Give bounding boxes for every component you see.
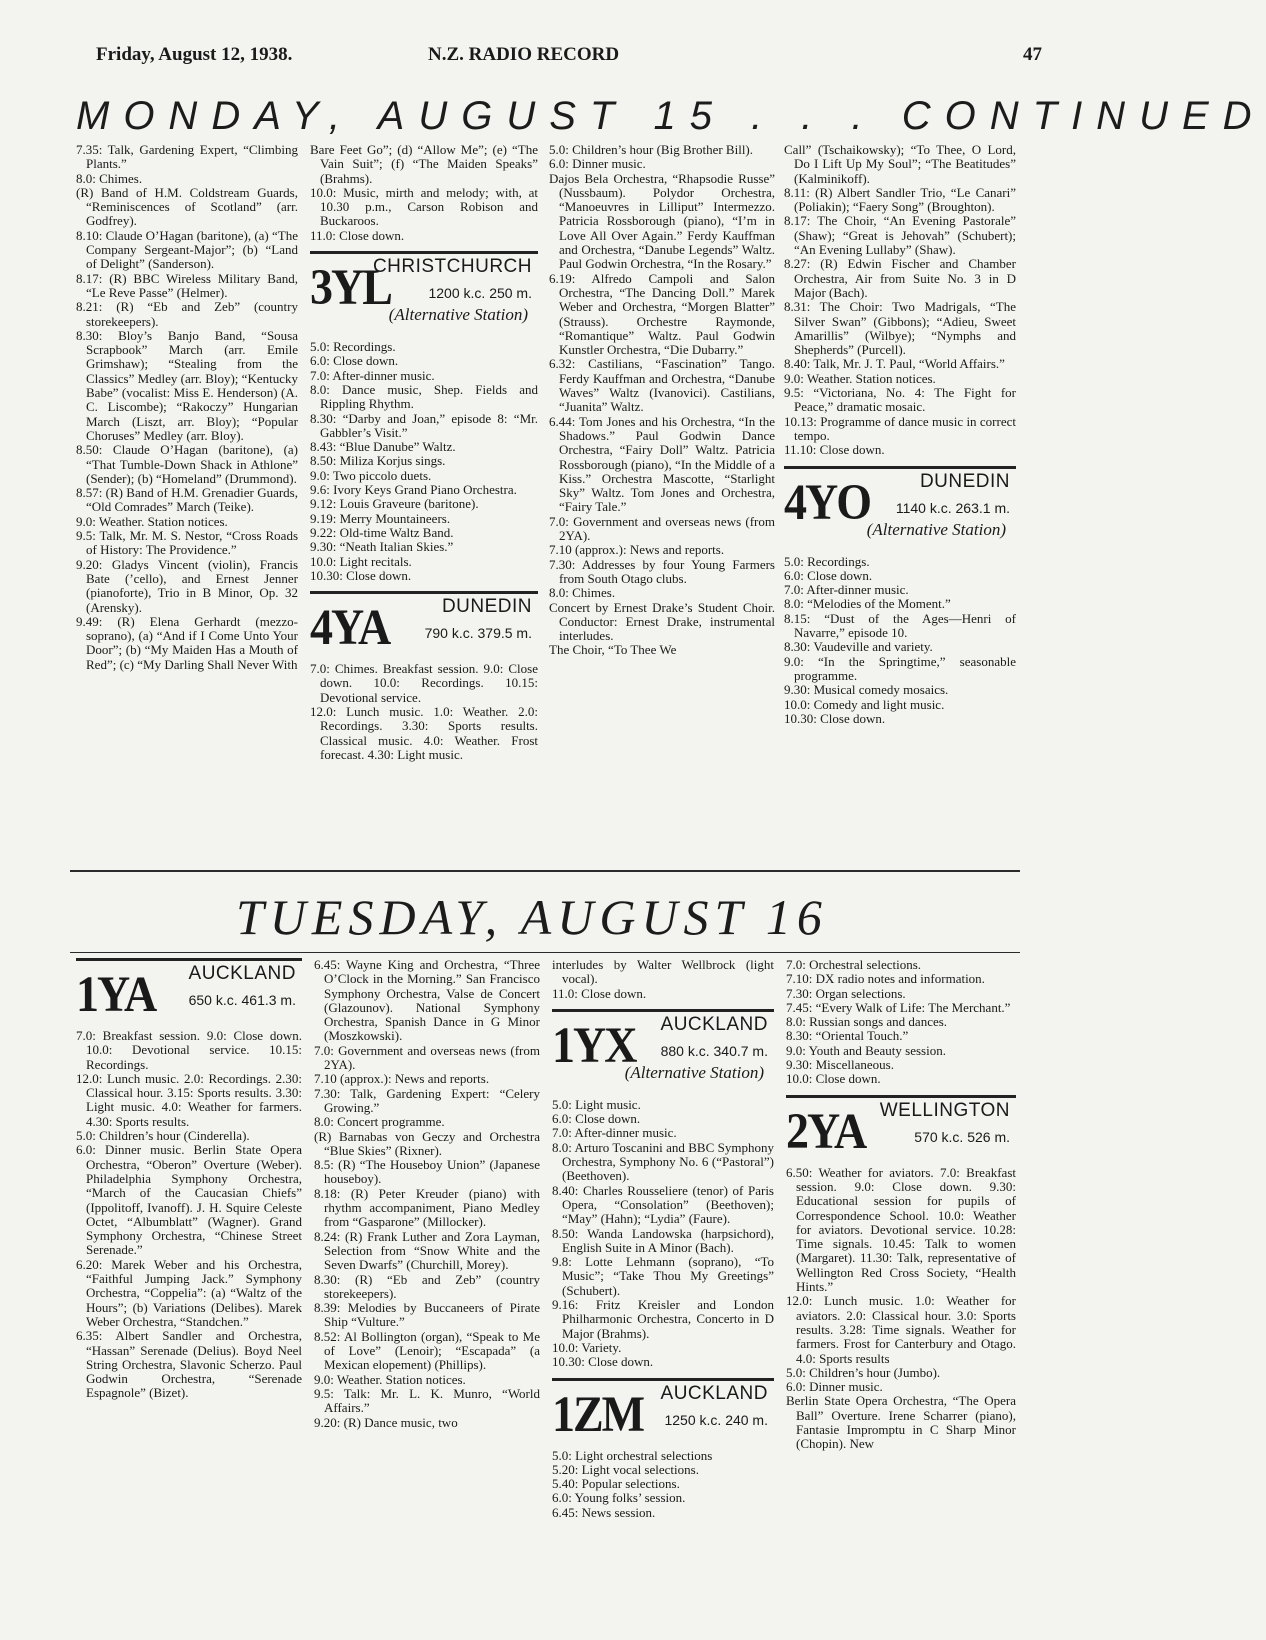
station-city: DUNEDIN (919, 470, 1010, 492)
tuesday-col-3-top (552, 958, 774, 1001)
station-frequency: 650 k.c. 461.3 m. (188, 992, 296, 1008)
station-3yl-programme (310, 340, 538, 583)
programme-entry: 8.21: (R) “Eb and Zeb” (country storekeepers). (76, 299, 298, 329)
programme-entry: 8.17: The Choir, “An Evening Pastorale” (Shaw); “Great is Jehovah” (Schubert); “An Evening Lullaby” (Shaw). (784, 213, 1016, 258)
programme-entry: 5.40: Popular selections. (552, 1476, 680, 1492)
monday-col-2 (310, 143, 538, 762)
station-frequency: 1200 k.c. 250 m. (428, 285, 532, 302)
programme-entry: 6.0: Dinner music. Berlin State Opera Orchestra, “Oberon” Overture (Weber). Philadelphia Symphony Orchestra, “March of the Caucasian Chiefs” (Ippolitoff, Ivanoff). J. H. Squire Celeste Octet, “Albumblatt” (Wagner). Grand Symphony Orchestra, “Chinese Street Serenade.” (76, 1142, 302, 1258)
station-frequency: 1250 k.c. 240 m. (664, 1411, 768, 1428)
programme-entry: 9.49: (R) Elena Gerhardt (mezzo-soprano), (a) “And if I Come Unto Your Door”; (b) “My Maiden Has a Mouth of Red”; (c) “My Darling Shall Never With (76, 613, 298, 672)
programme-entry: 11.0: Close down. (310, 227, 405, 243)
station-city: AUCKLAND (660, 1382, 768, 1404)
station-4yo-programme (784, 555, 1016, 727)
programme-entry: 9.16: Fritz Kreisler and London Philharmonic Orchestra, Concerto in D Major (Brahms). (552, 1297, 774, 1341)
issue-date: Friday, August 12, 1938. (96, 44, 293, 65)
programme-entry: 9.12: Louis Graveure (baritone). (310, 496, 479, 512)
programme-entry: 5.0: Light orchestral selections (552, 1447, 713, 1463)
programme-entry: 8.11: (R) Albert Sandler Trio, “Le Canari” (Poliakin); “Faery Song” (Broughton). (784, 184, 1016, 215)
station-alternative: (Alternative Station) (624, 1062, 764, 1082)
programme-entry: 8.57: (R) Band of H.M. Grenadier Guards, “Old Comrades” March (Teike). (76, 485, 298, 515)
monday-col-1 (76, 143, 298, 672)
programme-entry: 7.10 (approx.): News and reports. (314, 1071, 490, 1087)
programme-entry: 7.30: Addresses by four Young Farmers from South Otago clubs. (549, 556, 775, 586)
programme-entry: 9.0: “In the Springtime,” seasonable programme. (784, 653, 1016, 683)
station-callsign: 2YA (786, 1102, 866, 1159)
station-frequency: 1140 k.c. 263.1 m. (895, 499, 1010, 516)
programme-entry: 8.0: Chimes. (76, 170, 143, 186)
station-callsign: 4YA (310, 598, 390, 655)
page-number: 47 (1023, 44, 1042, 65)
programme-entry: The Choir, “To Thee We (549, 642, 677, 658)
programme-entry: 8.40: Talk, Mr. J. T. Paul, “World Affairs.” (784, 356, 1005, 372)
programme-entry: 5.0: Children’s hour (Big Brother Bill). (549, 142, 754, 157)
programme-entry: 7.10 (approx.): News and reports. (549, 542, 725, 558)
programme-entry: 9.5: “Victoriana, No. 4: The Fight for Peace,” dramatic mosaic. (784, 385, 1016, 415)
programme-entry: 8.30: Vaudeville and variety. (784, 639, 933, 655)
programme-entry: 8.30: (R) “Eb and Zeb” (country storekeepers). (314, 1271, 540, 1301)
programme-entry: 12.0: Lunch music. 2.0: Recordings. 2.30: Classical hour. 3.15: Sports results. 3.30: Light music. 4.0: Weather for farmers. 4.30: Sports results. (76, 1070, 302, 1129)
programme-entry: 9.20: (R) Dance music, two (314, 1414, 458, 1430)
programme-entry: Dajos Bela Orchestra, “Rhapsodie Russe” (Nussbaum). Polydor Orchestra, “Manoeuvres in Lilliput” Intermezzo. Patricia Rossborough (piano), “I’m in Love All Over Again.” Ferdy Kauffman and Orchestra, “Danube Legends” Waltz. Paul Godwin Orchestra, “In the Rosary.” (549, 170, 775, 272)
programme-entry: 10.0: Variety. (552, 1339, 622, 1355)
tuesday-col-1 (76, 958, 302, 1401)
programme-entry: 7.0: After-dinner music. (784, 582, 909, 598)
programme-entry: 8.0: Concert programme. (314, 1114, 445, 1130)
programme-entry: 11.0: Close down. (552, 985, 647, 1001)
programme-entry: 8.50: Wanda Landowska (harpsichord), English Suite in A Minor (Bach). (552, 1225, 774, 1255)
programme-entry: 8.15: “Dust of the Ages—Henri of Navarre,” episode 10. (784, 610, 1016, 641)
programme-entry: 8.0: “Melodies of the Moment.” (784, 596, 951, 612)
programme-entry: 6.32: Castilians, “Fascination” Tango. Ferdy Kauffman and Orchestra, “Danube Waves” Waltz (Ivanovici). Castilians, “Juanita” Waltz. (549, 356, 775, 415)
programme-entry: 11.10: Close down. (784, 442, 885, 458)
programme-entry: 6.50: Weather for aviators. 7.0: Breakfast session. 9.0: Close down. 9.30: Educational session for pupils of Correspondence School. 10.0: Weather for aviators. Devotional service. 10.28: Time signals. 10.45: Talk to women (Margaret). 11.30: Talk, representative of Wellington Red Cross Society, “Health Hints.” (786, 1164, 1016, 1295)
programme-entry: 6.0: Young folks’ session. (552, 1490, 686, 1506)
programme-entry: 7.10: DX radio notes and information. (786, 971, 985, 987)
programme-entry: 8.50: Claude O’Hagan (baritone), (a) “That Tumble-Down Shack in Athlone” (Sender); (b) “Homeland” (Drummond). (76, 442, 298, 486)
station-1yx (552, 1009, 774, 1090)
station-callsign: 1YA (76, 965, 156, 1022)
station-2ya-programme (786, 1166, 1016, 1452)
station-alternative: (Alternative Station) (866, 519, 1006, 539)
station-callsign: 3YL (310, 258, 391, 315)
programme-entry: 8.39: Melodies by Buccaneers of Pirate Ship “Vulture.” (314, 1300, 540, 1330)
programme-entry: 6.0: Dinner music. (549, 156, 646, 172)
station-callsign: 4YO (784, 473, 870, 530)
programme-entry: 6.44: Tom Jones and his Orchestra, “In the Shadows.” Paul Godwin Dance Orchestra, “Fairy Doll” Waltz. Patricia Rossborough (piano), “In the Middle of a Kiss.” Orchestra Mascotte, “Starlight Sky” Waltz. Tom Jones and Orchestra, “Fairy Tale.” (549, 413, 775, 515)
programme-entry: Berlin State Opera Orchestra, “The Opera Ball” Overture. Irene Scharrer (piano), Fantasie Impromptu in C Sharp Minor (Chopin). New (786, 1393, 1016, 1452)
programme-entry: 6.0: Dinner music. (786, 1379, 883, 1395)
programme-entry: 8.10: Claude O’Hagan (baritone), (a) “The Company Sergeant-Major”; (b) “Land of Delight” (Sanderson). (76, 227, 298, 272)
programme-entry: 6.20: Marek Weber and his Orchestra, “Faithful Jumping Jack.” Symphony Orchestra, “Coppelia”: (a) “Waltz of the Hours”; (b) Variations (Delibes). Marek Weber Orchestra, “Standchen.” (76, 1256, 302, 1329)
programme-entry: 6.0: Close down. (784, 567, 873, 583)
programme-entry: 9.0: Two piccolo duets. (310, 467, 432, 483)
programme-entry: 7.0: After-dinner music. (310, 367, 435, 383)
programme-entry: 8.50: Miliza Korjus sings. (310, 453, 446, 469)
programme-entry: 10.30: Close down. (310, 567, 412, 583)
programme-entry: 9.0: Youth and Beauty session. (786, 1042, 946, 1058)
programme-entry: 8.27: (R) Edwin Fischer and Chamber Orchestra, Air from Suite No. 3 in D Major (Bach). (784, 256, 1016, 300)
station-city: DUNEDIN (441, 596, 532, 618)
programme-entry: 10.0: Music, mirth and melody; with, at 10.30 p.m., Carson Robison and Buckaroos. (310, 184, 538, 229)
programme-entry: 5.0: Children’s hour (Cinderella). (76, 1128, 250, 1144)
programme-entry: 9.0: Weather. Station notices. (76, 513, 228, 529)
programme-entry: 12.0: Lunch music. 1.0: Weather for aviators. 2.0: Classical hour. 3.0: Sports results. 3.28: Time signals. Weather for farmers. Frost for Canterbury and Otago. 4.0: Sports results (786, 1293, 1016, 1366)
programme-entry: 8.17: (R) BBC Wireless Military Band, “Le Reve Passe” (Helmer). (76, 270, 298, 300)
programme-entry: 8.18: (R) Peter Kreuder (piano) with rhythm accompaniment, Piano Medley from “Gasparone” (Millocker). (314, 1185, 540, 1230)
programme-entry: 9.19: Merry Mountaineers. (310, 510, 451, 526)
programme-entry: 8.30: “Oriental Touch.” (786, 1028, 909, 1044)
monday-col-2-top (310, 143, 538, 243)
programme-entry: 9.30: Miscellaneous. (786, 1057, 894, 1073)
programme-entry: 9.20: Gladys Vincent (violin), Francis Bate (’cello), and Ernest Jenner (pianoforte), Trio in B Minor, Op. 32 (Arensky). (76, 556, 298, 615)
monday-col-4 (784, 143, 1016, 726)
station-1zm (552, 1378, 774, 1441)
tuesday-col-3 (552, 958, 774, 1520)
station-city: CHRISTCHURCH (372, 256, 532, 278)
programme-entry: 8.5: (R) “The Houseboy Union” (Japanese houseboy). (314, 1157, 540, 1187)
programme-entry: 5.20: Light vocal selections. (552, 1461, 699, 1477)
programme-entry: 5.0: Children’s hour (Jumbo). (786, 1364, 941, 1380)
programme-entry: 8.40: Charles Rousseliere (tenor) of Paris Opera, “Consolation” (Beethoven); “May” (Hahn); “Lydia” (Faure). (552, 1182, 774, 1227)
programme-entry: 7.0: Orchestral selections. (786, 957, 922, 972)
page-header (96, 44, 1042, 72)
programme-entry: 8.0: Russian songs and dances. (786, 1014, 948, 1030)
programme-entry: 8.30: “Darby and Joan,” episode 8: “Mr. Gabbler’s Visit.” (310, 410, 538, 440)
programme-entry: 6.19: Alfredo Campoli and Salon Orchestra, “The Dancing Doll.” Marek Weber and Orchestra, “Morgen Blatter” (Strauss). Orchestre Raymonde, “Romantique” Waltz. Paul Godwin Kunstler Orchestra, “Die Dubarry.” (549, 270, 775, 358)
monday-col-4-top (784, 143, 1016, 458)
tuesday-col-4 (786, 958, 1016, 1452)
station-2ya (786, 1095, 1016, 1158)
programme-entry: 8.24: (R) Frank Luther and Zora Layman, Selection from “Snow White and the Seven Dwarfs” (Churchill, Morey). (314, 1228, 540, 1273)
programme-entry: 8.0: Dance music, Shep. Fields and Rippling Rhythm. (310, 381, 538, 412)
programme-entry: 10.0: Comedy and light music. (784, 696, 945, 712)
station-1yx-programme (552, 1098, 774, 1370)
programme-entry: 10.0: Light recitals. (310, 553, 412, 569)
programme-entry: 7.45: “Every Walk of Life: The Merchant.” (786, 999, 1011, 1015)
programme-entry: 6.0: Close down. (310, 353, 399, 369)
monday-col-3 (549, 143, 775, 658)
station-city: WELLINGTON (879, 1099, 1010, 1121)
programme-entry: 7.0: After-dinner music. (552, 1125, 677, 1141)
station-city: AUCKLAND (188, 963, 296, 984)
programme-entry: 7.0: Government and overseas news (from 2YA). (549, 513, 775, 544)
station-3yl (310, 251, 538, 332)
station-1zm-programme (552, 1449, 774, 1520)
station-4ya (310, 591, 538, 654)
programme-entry: 7.0: Breakfast session. 9.0: Close down. 10.0: Devotional service. 10.15: Recordings. (76, 1028, 302, 1072)
programme-entry: 9.6: Ivory Keys Grand Piano Orchestra. (310, 482, 517, 498)
programme-entry: 9.30: Musical comedy mosaics. (784, 682, 949, 698)
programme-entry: 9.30: “Neath Italian Skies.” (310, 539, 454, 555)
programme-entry: 8.0: Chimes. (549, 585, 616, 601)
station-frequency: 880 k.c. 340.7 m. (660, 1042, 768, 1059)
programme-entry: 10.30: Close down. (784, 710, 886, 726)
programme-entry: 8.52: Al Bollington (organ), “Speak to Me of Love” (Lenoir); “Escapada” (a Mexican elopement) (Phillips). (314, 1328, 540, 1373)
station-callsign: 1YX (552, 1016, 636, 1073)
programme-entry: 7.30: Organ selections. (786, 985, 906, 1001)
station-frequency: 570 k.c. 526 m. (914, 1128, 1010, 1145)
programme-entry: 9.22: Old-time Waltz Band. (310, 524, 454, 540)
tuesday-col-4-top (786, 958, 1016, 1087)
programme-entry: 9.5: Talk, Mr. M. S. Nestor, “Cross Roads of History: The Providence.” (76, 528, 298, 558)
programme-entry: 9.5: Talk: Mr. L. K. Munro, “World Affairs.” (314, 1385, 540, 1416)
programme-entry: 7.0: Chimes. Breakfast session. 9.0: Close down. 10.0: Recordings. 10.15: Devotional service. (310, 661, 538, 705)
programme-entry: 6.0: Close down. (552, 1111, 641, 1127)
programme-entry: 5.0: Recordings. (784, 553, 870, 569)
station-city: AUCKLAND (660, 1013, 768, 1035)
programme-entry: (R) Band of H.M. Coldstream Guards, “Reminiscences of Scotland” (arr. Godfrey). (76, 184, 298, 229)
programme-entry: 9.0: Weather. Station notices. (314, 1371, 466, 1387)
programme-entry: 6.45: Wayne King and Orchestra, “Three O’Clock in the Morning.” San Francisco Symphony Orchestra, Valse de Concert (Glazounov). National Symphony Orchestra, Spanish Dance in G Minor (Moszkowski). (314, 957, 540, 1044)
tuesday-col-2 (314, 958, 540, 1430)
publication-title: N.Z. RADIO RECORD (428, 44, 620, 65)
station-4ya-programme (310, 662, 538, 762)
station-4yo (784, 466, 1016, 547)
programme-entry: 9.8: Lotte Lehmann (soprano), “To Music”; “Take Thou My Greetings” (Schubert). (552, 1254, 774, 1298)
programme-entry: 9.0: Weather. Station notices. (784, 370, 936, 386)
programme-entry: 7.35: Talk, Gardening Expert, “Climbing Plants.” (76, 142, 298, 172)
section-divider (70, 870, 1020, 872)
section-divider (70, 952, 1020, 953)
monday-banner: MONDAY, AUGUST 15 . . . CONTINUED (76, 94, 1266, 138)
station-frequency: 790 k.c. 379.5 m. (424, 625, 532, 642)
programme-entry: 6.35: Albert Sandler and Orchestra, “Hassan” Serenade (Delius). Boyd Neel String Orchestra, Slavonic Scherzo. Paul Godwin Orchestra, “Serenade Espagnole” (Bizet). (76, 1328, 302, 1401)
programme-entry: 10.13: Programme of dance music in correct tempo. (784, 413, 1016, 443)
programme-entry: 10.0: Close down. (786, 1071, 881, 1087)
programme-entry: (R) Barnabas von Geczy and Orchestra “Blue Skies” (Rixner). (314, 1128, 540, 1158)
programme-entry: 5.0: Light music. (552, 1096, 641, 1112)
programme-entry: Call” (Tschaikowsky); “To Thee, O Lord, Do I Lift Up My Soul”; “The Beatitudes” (Kalminikoff). (784, 142, 1016, 186)
station-callsign: 1ZM (552, 1385, 644, 1442)
programme-entry: Concert by Ernest Drake’s Student Choir. Conductor: Ernest Drake, instrumental interludes. (549, 599, 775, 644)
programme-entry: Bare Feet Go”; (d) “Allow Me”; (e) “The Vain Suit”; (f) “The Maiden Speaks” (Brahms). (310, 142, 538, 186)
programme-entry: interludes by Walter Wellbrock (light vocal). (552, 957, 774, 987)
programme-entry: 8.30: Bloy’s Banjo Band, “Sousa Scrapbook” March (arr. Emile Grimshaw); “Stealing from the Classics” Medley (arr. Bloy); “Kentucky Babe” (vocalist: Miss E. Henderson) (A. C. Liscombe); “Rakoczy” Hungarian March (Liszt, arr. Bloy); “Popular Choruses” Medley (arr. Bloy). (76, 327, 298, 443)
programme-entry: 12.0: Lunch music. 1.0: Weather. 2.0: Recordings. 3.30: Sports results. Classical music. 4.0: Weather. Frost forecast. 4.30: Light music. (310, 704, 538, 762)
programme-entry: 8.31: The Choir: Two Madrigals, “The Silver Swan” (Gibbons); “Adieu, Sweet Amarillis” (Wilbye); “Nymphs and Shepherds” (Purcell). (784, 299, 1016, 358)
station-1ya (76, 958, 302, 1021)
programme-entry: 10.30: Close down. (552, 1354, 654, 1370)
station-1ya-programme (76, 1029, 302, 1401)
programme-entry: 8.0: Arturo Toscanini and BBC Symphony Orchestra, Symphony No. 6 (“Pastoral”) (Beethoven). (552, 1139, 774, 1184)
programme-entry: 8.43: “Blue Danube” Waltz. (310, 439, 456, 455)
programme-entry: 7.0: Government and overseas news (from 2YA). (314, 1042, 540, 1073)
programme-entry: 7.30: Talk, Gardening Expert: “Celery Growing.” (314, 1085, 540, 1115)
programme-entry: 5.0: Recordings. (310, 339, 396, 355)
programme-entry: 6.45: News session. (552, 1504, 656, 1520)
station-alternative: (Alternative Station) (388, 305, 528, 325)
tuesday-banner: TUESDAY, AUGUST 16 (236, 889, 828, 945)
